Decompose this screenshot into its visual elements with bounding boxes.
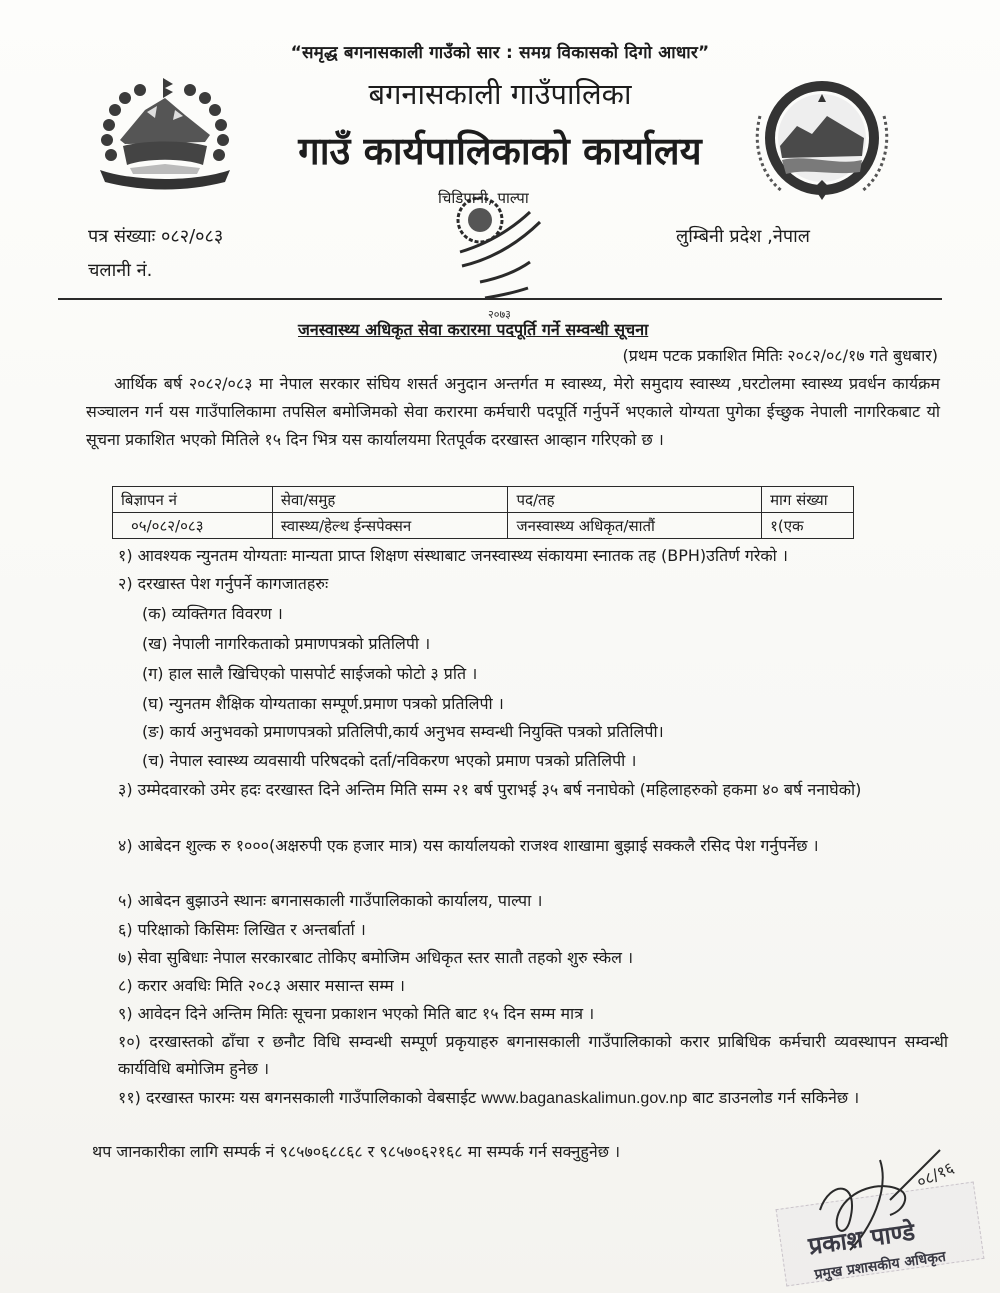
signatory-role: प्रमुख प्रशासकीय अधिकृत [813,1248,947,1284]
header-divider [58,298,942,300]
nepal-emblem-icon [85,70,245,200]
item-contract-period: ८) करार अवधिः मिति २०८३ असार मसान्त सम्म । [118,976,405,995]
dispatch-number: चलानी नं. [88,260,153,281]
form-text-pre: ११) दरखास्त फारमः यस बगनसकाली गाउँपालिकाको वेबसाईट [118,1088,482,1107]
municipality-logo-icon [752,76,892,206]
doc-item: (क) व्यक्तिगत विवरण । [142,604,283,623]
doc-item: (ङ) कार्य अनुभवको प्रमाणपत्रको प्रतिलिपी,कार्य अनुभव सम्वन्धी नियुक्ति पत्रको प्रतिलिपी। [142,722,664,741]
header-service-group: सेवा/समुह [272,487,508,513]
doc-item: (ग) हाल सालै खिचिएको पासपोर्ट साईजको फोटो ३ प्रति । [142,664,478,683]
header-demand-count: माग संख्या [762,487,854,513]
intro-paragraph [86,370,940,454]
item-age-limit: ३) उम्मेदवारको उमेर हदः दरखास्त दिने अन्तिम मिति सम्म २१ बर्ष पुराभई ३५ बर्ष ननाघेको (महिलाहरुको हकमा ४० बर्ष ननाघेको) [118,780,862,799]
table-row [113,513,854,539]
office-name: गाउँ कार्यपालिकाको कार्यालय [298,129,702,173]
signature-date: ०८/१६ [913,1158,957,1192]
cell-ad-no: ०५/०८२/०८३ [113,513,273,539]
stamp-address: चिडिपानी, पाल्पा [438,189,529,207]
item-selection-procedure: १०) दरखास्तको ढाँचा र छनौट विधि सम्वन्धी सम्पूर्ण प्रकृयाहरु बगनासकाली गाउँपालिकाको करार प्राबिधिक कर्मचारी व्यवस्थापन सम्वन्धी कार्यविधि बमोजिम हुनेछ । [118,1032,948,1078]
cell-post-level: जनस्वास्थ्य अधिकृत/सातौं [508,513,762,539]
website-link[interactable]: www.baganaskalimun.gov.np [481,1090,688,1107]
notice-title: जनस्वास्थ्य अधिकृत सेवा करारमा पदपूर्ति गर्ने सम्वन्धी सूचना [298,320,649,339]
intro-text: आर्थिक बर्ष २०८२/०८३ मा नेपाल सरकार संघिय शसर्त अनुदान अन्तर्गत म स्वास्थ्य, मेरो समुदाय स्वास्थ्य ,घरटोलमा स्वास्थ्य प्रवर्धन कार्यक्रम सञ्चालन गर्न यस गाउँपालिकामा तपसिल बमोजिमको सेवा करारमा कर्मचारी पदपूर्ति गर्नुपर्ने भएकाले योग्यता पुगेका ईच्छुक नेपाली नागरिकबाट यो सूचना प्रकाशित भएको मितिले १५ दिन भित्र यस कार्यालयमा रितपूर्वक दरखास्त आव्हान गरिएको छ । [86,374,940,449]
table-header-row [113,487,854,513]
item-submission-place: ५) आबेदन बुझाउने स्थानः बगनासकाली गाउँपालिकाको कार्यालय, पाल्पा । [118,891,543,910]
item-application-form [118,1084,948,1112]
reference-number: पत्र संख्याः ०८२/०८३ [88,226,224,247]
item-deadline: ९) आवेदन दिने अन्तिम मितिः सूचना प्रकाशन भएको मिति बाट १५ दिन सम्म मात्र । [118,1004,595,1023]
cell-demand-count: १(एक [762,513,854,539]
header-ad-no: बिज्ञापन नं [113,487,273,513]
item-exam-type: ६) परिक्षाको किसिमः लिखित र अन्तर्बार्ता । [118,920,366,939]
item-application-fee: ४) आबेदन शुल्क रु १०००(अक्षरुपी एक हजार मात्र) यस कार्यालयको राजश्व शाखामा बुझाई सक्कलै रसिद पेश गर्नुपर्नेछ । [118,836,819,855]
stamp-year: २०७३ [488,308,511,321]
doc-item: (ख) नेपाली नागरिकताको प्रमाणपत्रको प्रतिलिपी । [142,634,431,653]
motto: “समृद्ध बगनासकाली गाउँको सार : समग्र विकासको दिगो आधार” [290,43,710,63]
form-text-post: बाट डाउनलोड गर्न सकिनेछ । [687,1088,860,1107]
municipality-name: बगनासकाली गाउँपालिका [368,77,632,111]
publication-date: (प्रथम पटक प्रकाशित मितिः २०८२/०८/१७ गते बुधबार) [622,346,938,365]
province-address: लुम्बिनी प्रदेश ,नेपाल [676,226,810,247]
header-post-level: पद/तह [508,487,762,513]
vacancy-table [112,486,854,539]
doc-item: (च) नेपाल स्वास्थ्य व्यवसायी परिषदको दर्ता/नविकरण भएको प्रमाण पत्रको प्रतिलिपी । [142,751,637,770]
item-qualification: १) आवश्यक न्युनतम योग्यताः मान्यता प्राप्त शिक्षण संस्थाबाट जनस्वास्थ्य संकायमा स्नातक तह (BPH)उतिर्ण गरेको । [118,546,788,565]
contact-info: थप जानकारीका लागि सम्पर्क नं ९८५७०६८८६८ र ९८५७०६२१६८ मा सम्पर्क गर्न सक्नुहुनेछ । [92,1142,621,1161]
item-service-facility: ७) सेवा सुबिधाः नेपाल सरकारबाट तोकिए बमोजिम अधिकृत स्तर सातौ तहको शुरु स्केल । [118,948,634,967]
cell-service-group: स्वास्थ्य/हेल्थ ईन्सपेक्सन [272,513,508,539]
signatory-name: प्रकाश पाण्डे [806,1217,917,1261]
doc-item: (घ) न्युनतम शैक्षिक योग्यताका सम्पूर्ण.प्रमाण पत्रको प्रतिलिपी । [142,694,504,713]
item-documents: २) दरखास्त पेश गर्नुपर्ने कागजातहरुः [118,574,329,593]
